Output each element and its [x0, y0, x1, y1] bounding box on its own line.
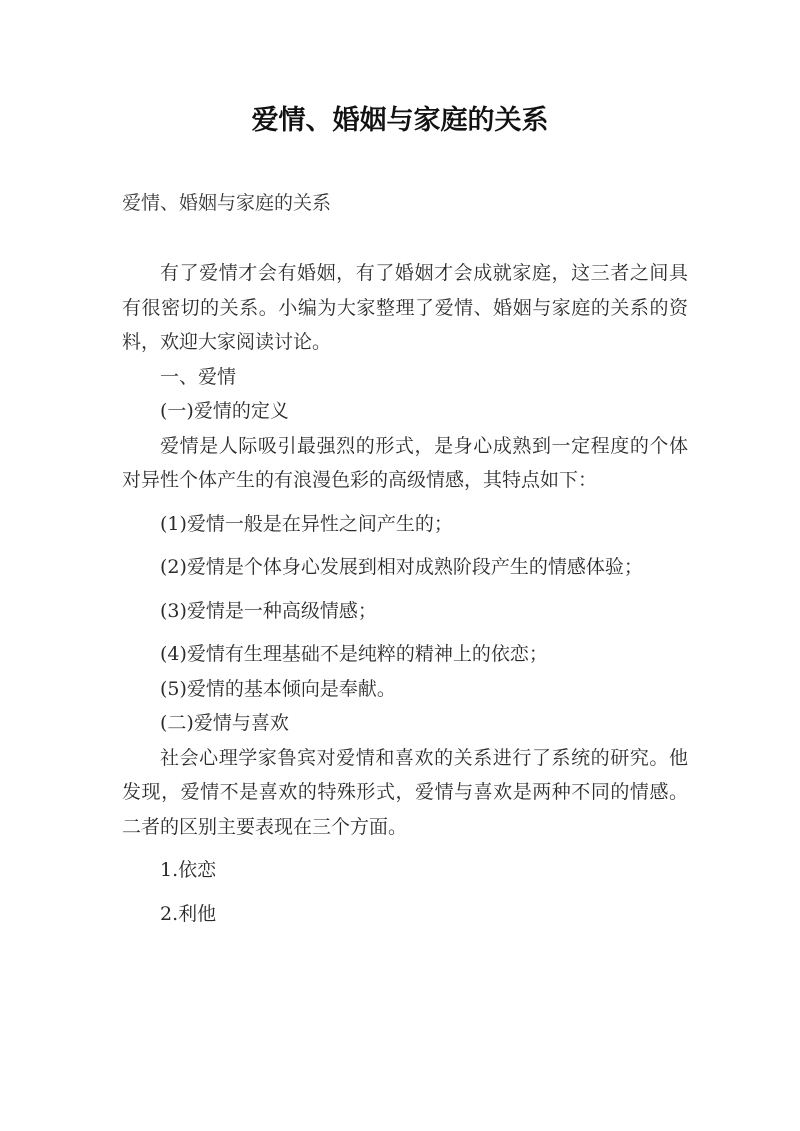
list-item: (3)爱情是一种高级情感；: [160, 599, 377, 622]
list-item: 1.依恋: [160, 859, 217, 881]
heading-subsection-2: (二)爱情与喜欢: [160, 712, 289, 734]
list-item: (2)爱情是个体身心发展到相对成熟阶段产生的情感体验；: [160, 556, 643, 578]
list-item: (5)爱情的基本倾向是奉献。: [160, 677, 396, 700]
heading-subsection-1: (一)爱情的定义: [160, 400, 289, 422]
heading-section-1: 一、爱情: [160, 365, 237, 388]
list-item: 2.利他: [160, 902, 217, 925]
paragraph-definition: 爱情是人际吸引最强烈的形式，是身心成熟到一定程度的个体对异性个体产生的有浪漫色彩的高级情感，其特点如下：: [122, 434, 688, 491]
document-body: [122, 256, 688, 931]
list-item: (1)爱情一般是在异性之间产生的；: [160, 512, 453, 535]
list-item: (4)爱情有生理基础不是纯粹的精神上的依恋；: [160, 643, 548, 665]
paragraph-intro: 有了爱情才会有婚姻，有了婚姻才会成就家庭，这三者之间具有很密切的关系。小编为大家整理了爱情、婚姻与家庭的关系的资料，欢迎大家阅读讨论。: [122, 262, 688, 353]
document-title: 爱情、婚姻与家庭的关系: [251, 105, 549, 136]
paragraph-rubin: 社会心理学家鲁宾对爱情和喜欢的关系进行了系统的研究。他发现，爱情不是喜欢的特殊形式，爱情与喜欢是两种不同的情感。二者的区别主要表现在三个方面。: [122, 746, 688, 838]
document-subtitle: 爱情、婚姻与家庭的关系: [122, 192, 332, 214]
